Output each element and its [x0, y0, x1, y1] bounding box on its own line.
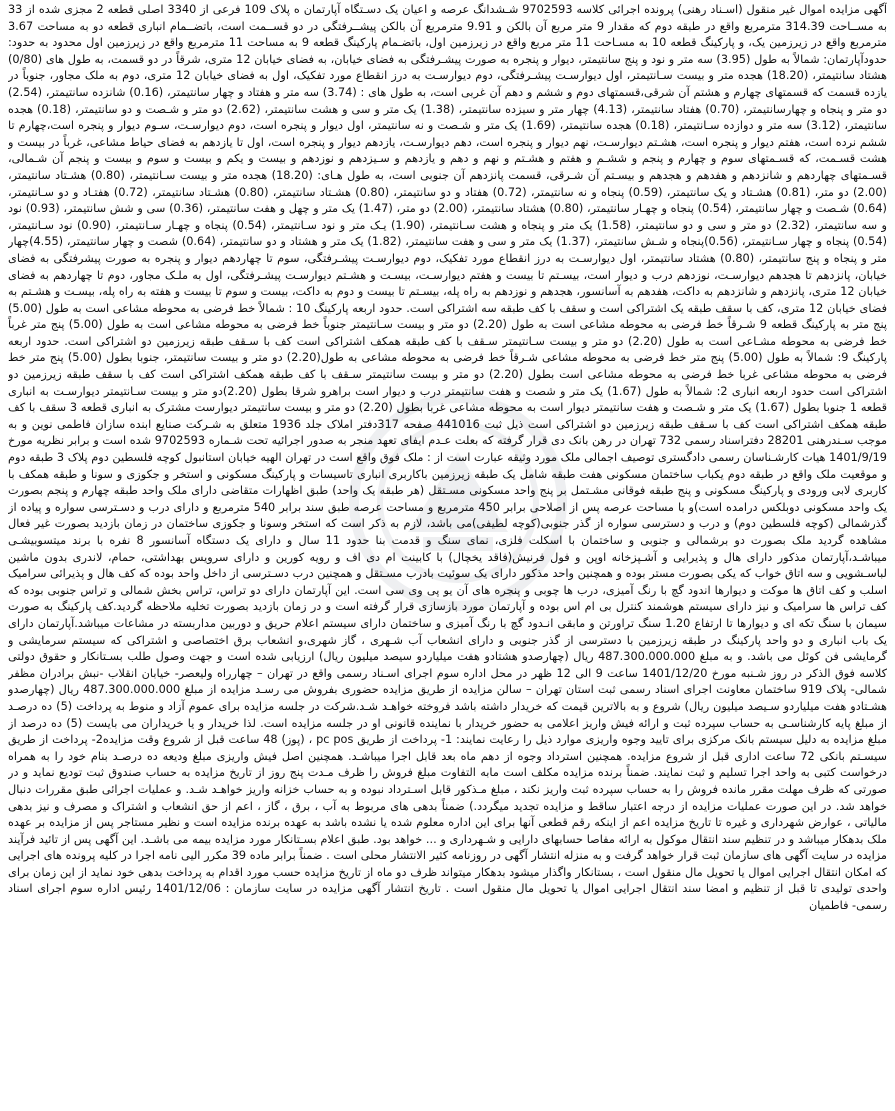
- notice-body-text: آگهی مزایده اموال غیر منقول (اسـناد رهنی) پرونده اجرائی کلاسه 9702593 شـشدانگ عرصه و اعیان یک دسـتگاه آپارتمان ه پلاک 109 فرعی از 3340 اصلی قطعه 2 مجزی شده از 33 به مســاحت 314.39 مترمربع واقع در طبقه دوم که مقدار 9 متر مربع آن بالکن و 9.91 مترمربع آن بالکن پیشــرفتگی در دو قســمت است، باتضــمام انباری قطعه دو به مساحت 3.67 مترمربع واقع در زیرزمین یک، و پارکینگ قطعه 10 به مسـاحت 11 متر مربع واقع در زیرزمین اول، باتضـمام پارکینگ قطعه 9 به مساحت 11 مترمربع واقع در زیرزمین اول محدود به حدود: حدودآپارتمان: شمالاً به طول (3.95) سه متر و نود و پنج سانتیمتر، دیوار و پنجره به صورت پیشـرفتگی به فضای خیابان، به فضای خیابان 12 متری، شرقاً در دو قسمت، به طول های (0/80) هشتاد سانتیمتر، (18.20) هجده متر و بیست سـانتیمتر، اول دیوارسـت پیشـرفتگی، دوم دیوارسـت به درز انقطاع مورد تفکیک، اول به فضای خیابان 12 متری، دوم به ملک مجاور، جنوباً در یازده قسمت که قسمتهای چهارم و هشتم آن شرقی،قسمتهای دوم و ششم و دهم آن غربی است، به طول های : (3.74) سه متر و هفتاد و چهار سانتیمتر، (0.16) شانزده سانتیمتر، (2.54) دو متر و پنجاه و چهارسانتیمتر، (0.70) هفتاد سانتیمتر، (4.13) چهار متر و سیزده سانتیمتر، (1.38) یک متر و سی و هشت سانتیمتر، (2.62) دو متر و شـصت و دو سانتیمتر، (0.18) هجده سانتیمتر، (3.12) سه متر و دوازده سـانتیمتر، (0.18) هجده سانتیمتر، (1.69) یک متر و شـصت و نه سانتیمتر، اول دیوار و پنجره است، دوم دیوارسـت، سـوم دیوار و پنجره است،چهارم تا ششم نرده است، هفتم دیوار و پنجره است، هشـتم دیوارسـت، نهم دیوار و پنجره است، دهم دیوارسـت، یازدهم دیوار و پنجره است، اول تا یازدهم به فضای حیاط مشاعی، غرباً در بیست و هشت قسـمت، که قسـمتهای سوم و چهارم و پنجم و ششـم و هفتم و هشـتم و نهم و دهم و یازدهم و سـیزدهم و نوزدهم و بیست و یکم و بیست و سوم و بیست و پنجم آن شـمالی، قسـمتهای چهاردهم و شانزدهم و هفدهم و هجدهم و بیسـتم آن شـرقی، قسمت پانزدهم آن جنوبی است، به طول هـای: (18.20) هجده متر و بیست سـانتیمتر، (0.80) هشـتاد سانتیمتر، (2.00) دو متر، (0.81) هشـتاد و یک سانتیمتر، (0.59) پنجاه و نه سانتیمتر، (0.72) هفتاد و دو سانتیمتر، (0.80) هشـتاد سانتیمتر، (0.80) هشـتاد سانتیمتر، (0.72) هفتـاد و دو سـانتیمتر، (0.64) شـصت و چهار سانتیمتر، (0.54) پنجاه و چهـار سانتیمتر، (0.80) هشتاد سانتیمتر، (2.00) دو متر، (1.47) یک متر و چهل و هفت سانتیمتر، (0.36) سی و شش سانتیمتر، (0.93) نود و سه سانتیمتر، (2.32) دو متر و سی و دو سانتیمتر، (1.58) یک متر و پنجاه و هشت سـانتیمتر، (1.90) یـک متر و نود سـانتیمتر، (0.54) پنجاه و چهـار سـانتیمتر، (0.90) نود سـانتیمتر، (0.54) پنجاه و چهار سـانتیمتر، (0.56)پنجاه و شـش سانتیمتر، (1.37) یک متر و سی و هفت سانتیمتر، (1.82) یک متر و هشتاد و دو سانتیمتر، (0.64) شصت و چهار سانتیمتر، (4.55)چهار متر و پنجاه و پنج سانتیمتر، (0.80) هشتاد سانتیمتر، اول دیوارسـت به درز انقطاع مورد تفکیک، دوم دیوارسـت پیشـرفتگی، سوم تا چهاردهم دیوار و پنجره به صورت پیشرفتگی به فضای خیابان، پانزدهم تا هجدهم دیوارسـت، نوزدهم درب و دیوار است، بیسـتم تا بیست و هفتم دیوارسـت، بیسـت و هشـتم دیوارسـت پیشـرفتگی، اول به ملـک مجاور، دوم تا چهاردهم به فضای خیابان 12 متری، پانزدهم و شانزدهم به داکت، هفدهم به آسانسور، هجدهم و نوزدهم به راه پله، بیسـتم تا بیست و دوم به داکت، بیست و سوم تا بیست و هفته به راه پله، بیسـت و هشـتم به فضای خیابان 12 متری، کف با سقف طبقه یک اشتراکی است و سقف با کف طبقه سه اشتراکی است. حدود اربعه پارکینگ 10 : شمالاً خط فرضی به محوطه مشاعی است به طول (5.00) پنج متر به پارکینگ قطعه 9 شـرقاً خط فرضی به محوطه مشاعی است به طول (2.20) دو متر و بیست سـانتیمتر جنوباً خط فرضی به محوطه مشاعی است به طول (5.00) پنج متر غرباً خط فرضی به محوطه مشـاعی است به طول (2.20) دو متر و بیست سـانتیمتر سـقف با کف طبقه همکف اشتراکی است کف با سـقف طبقه زیرزمین دو اشتراکی است. حدود اربعه پارکینگ 9: شمالاً به طول (5.00) پنج متر خط فرضی به محوطه مشاعی شـرقاً خط فرضی به محوطه مشاعی به طول(2.20) دو متر و بیست سانتیمتر، جنوبا بطول (5.00) پنج متر خط فرضی به محوطه مشاعی غربا خط فرضی به محوطه مشاعی است بطول (2.20) دو متر و بیست سانتیمتر سـقف با کف طبقه همکف اشتراکی است کف با سقف طبقه زیرزمین دو اشتراکی است حدود اربعه انباری 2: شمالاً به طول (1.67) یک متر و شصت و هفت سانتیمتر درب و دیوار است براهرو شرقا بطول (2.20)دو متر و بیست سـانتیمتر دیوارسـت به انباری قطعه 1 جنوبا بطول (1.67) یک متر و شـصت و هفت سانتیمتر دیوار است به محوطه مشاعی غربا بطول (2.20) دو متر و بیست سانتیمتر دیوارست مشترک به انباری قطعه 3 سقف با کف طبقه همکف اشتراکی است کف با سـقف طبقه زیرزمین دو اشتراکی است ذیل ثبت 441016 صفحه 317دفتر املاک جلد 1936 متعلق به شـرکت صنایع ابنده سازان فاطمی نوین و به موجب سـندرهنی 28201 دفتراسناد رسمی 732 تهران در رهن بانک دی قرار گرفته که بعلت عـدم ایفای تعهد منجر به صدور اجرائیه تحت شـماره 9702593 شده است و برابر نظریه مورخ 1401/9/19 هیات کارشـناسان رسمی دادگستری توصیف اجمالی ملک مورد وثیقه عبارت است از : ملک فوق واقع است در تهران الهیه خیابان استانبول کوچه فلسطین دوم پلاک 3 طبقه دوم و موقعیت ملک واقع در طبقه دوم یکباب ساختمان مسکونی هفت طبقه شامل یک طبقه زیرزمین باکاربری انباری تاسیسات و پارکینگ مسکونی و استخر و جکوزی و سونا و طبقه همکف با کاربری لابی ورودی و پارکینگ مسکونی و پنج طبقه فوقانی مشـتمل بر پنج واحد مسکونی مسـتقل (هر طبقه یک واحد) طبق اظهارات متقاضی دارای ملک واحد طبقه چهارم و پنجم بصورت یک واحد مسکونی دوبلکس درامده است)و با مساحت عرصه پس از اصلاحی برابر 450 مترمربع و مساحت عرصه طبق سند برابر 540 مترمربع و دارای درب و دسـترسی سواره و پیاده از گذرشمالی (کوچه فلسطین دوم) و درب و دسترسی سواره از گذر جنوبی(کوچه لطیفی)می باشد، لازم به ذکر است که استخر وسونا و جکوزی ساختمان در زمان بازدید بصورت غیر فعال مشاهده گردید ملک بصورت دو برشمالی و جنوبی و ساختمان با اسکلت فلزی، نمای سنگ و قدمت بنا حدود 11 سال و دارای یک دستگاه آسانسور 8 نفره با برند میتسوبیشـی میباشـد،آپارتمان مذکور دارای هال و پذیرایی و آشـپزخانه اوپن و فول فرنیش(فاقد یخچال) با کابینت ام دی اف و رویه کورین و دارای سرویس بهداشتی، حمام، لاندری بدون ماشین لباسـشویی و سه اتاق خواب که یکی بصورت مستر بوده و همچنین واحد مذکور دارای یک سوئیت بادرب مسـتقل و همچنین درب دسـترسی از داخل واحد بوده که کف هال و پذیرائی سرامیک اسلب و کف اتاق ها موکت و دیوارها اندود گچ با رنگ آمیزی، درب ها چوبی و پنجره های آن یو پی وی سی است. این آپارتمان دارای دو تراس، تراس بخش شمالی و تراس جنوبی بوده که کف تراس ها سرامیک و نیز دارای سیستم هوشمند کنترل بی ام اس بوده و آپارتمان مورد بازسازی قرار گرفته است و در زمان بازدید بصورت تخلیه ملاحظه گردید.کف پارکینگ به صورت سیمان با سنگ تکه ای و دیوارها تا ارتفاع 1.20 سنگ تراورتن و مابقی انـدود گچ با رنگ آمیزی و ساختمان دارای سیستم اعلام حریق و دوربین مداربسته در مشاعات میباشد.آپارتمان دارای یک باب انباری و دو واحد پارکینگ در طبقه زیرزمین با دسترسی از گذر جنوبی و دارای انشعاب آب شـهری ، گاز شهری،و انشعاب برق اختصاصی و اشتراکی که سیستم سرمایشی و گرمایشی فن کوئل می باشد. و به مبلغ 487.300.000.000 ریال (چهارصدو هشتادو هفت میلیاردو سیصد میلیون ریال) ارزیابی شده است و جهت وصول طلب بسـتانکار و حقوق دولتی کلاسه فوق الذکر در روز شـنبه مورخ 1401/12/20 ساعت 9 الی 12 ظهر در محل اداره سوم اجرای اسـناد رسمی واقع در تهران – چهارراه ولیعصر- خیابان انقلاب -نبش برادران مظفر شمالی- پلاک 919 ساختمان معاونت اجرای اسناد رسمی ثبت استان تهران – سالن مزایده از طریق مزایده حضوری بفروش می رسـد مزایده از مبلغ 487.300.000.000 ریال (چهارصدو هشـتادو هفت میلیاردو سـیصد میلیون ریال) شروع و به بالاترین قیمت که خریدار داشته باشد فروخته خواهـد شـد.شرکت در جلسه مزایده برای عموم آزاد و منوط به پرداخت (5) ده درصـد از مبلغ پایه کارشناسـی به حساب سپرده ثبت و ارائه فیش واریز اعلامی به حضور خریدار با نماینده قانونی او در جلسه مزایده است. لذا خریدار و یا خریداران می بایست (5) ده درصد از مبلغ مزایده به دلیل سیستم بانک مرکزی برای تایید وجوه واریزی موارد ذیل را رعایت نمایند: 1- پرداخت از طریق pc pos ، (پوز) 48 ساعت قبل از شروع وقت مزایده2- پرداخت از طریق سیسـتم بانکی 72 ساعت اداری قبل از شروع مزایده. همچنین استرداد وجوه از دهم ماه بعد قابل اجرا میباشـد. همچنین اصل فیش واریزی مبلغ ودیعه ده درصـد بنام خود را به همراه درخواست کتبی به واحد اجرا تسلیم و ثبت نمایند. ضمناً برنده مزایده مکلف است مابه التفاوت مبلغ فروش را ظرف مـدت پنج روز از تاریخ مزایده به حساب صندوق ثبت تودیع نماید و در صورتی که ظرف مهلت مقرر مانده فروش را به حساب سپرده ثبت واریز نکند ، مبلغ مـذکور قابل اسـترداد نبوده و به حساب خزانه واریز خواهـد شـد. و عملیات اجرائی طبق مقررات دنبال خواهد شد. در این صورت عملیات مزایده از درجه اعتبار ساقط و مزایده تجدید میگردد.) ضمناً بدهی های مربوط به آب ، برق ، گاز ، اعم از حق انشعاب و اشتراک و مصرف و نیز بدهی مالیاتی ، عوارض شهرداری و غیره تا تاریخ مزایده اعم از اینکه رقم قطعی آنها برای این اداره معلوم شده یا نشده باشد به عهده برنده مزایده است و نظیر مستاجر پس از مزایده بر عهده ملک بدهکار میباشد و در تنظیم سند انتقال موکول به ارائه مفاصا حسابهای دارایی و شـهرداری و ... خواهد بود. طبق اعلام بسـتانکار مورد مزایده بیمه می باشـد. این آگهی پس از تائید فرآیند مزایده در سایت آگهی های سازمان ثبت قرار خواهد گرفت و به منزله انتشار آگهی در روزنامه کثیر الانتشار محلی است . ضمناً برابر ماده 39 مکرر الیی نامه اجرا در کلیه پرونده های اجرایی که امکان انتقال اجرایی اموال یا تحویل مال منقول است ، بستانکار واگذار میشود بدهکار میتواند ظرف دو ماه از تاریخ مزایده حسب مورد اقدام به پرداخت بدهی خود نماید از این زمان برای واحدی تولیدی تا قبل از تنظیم و امضا سند انتقال اجرایی اموال یا تحویل مال منقول است . تاریخ انتشار آگهی مزایده در سایت سازمان : 1401/12/06 رئیس اداره سوم اجرای اسناد رسمی- فاطمیان: [8, 3, 887, 913]
- auction-notice: [8, 2, 887, 1109]
